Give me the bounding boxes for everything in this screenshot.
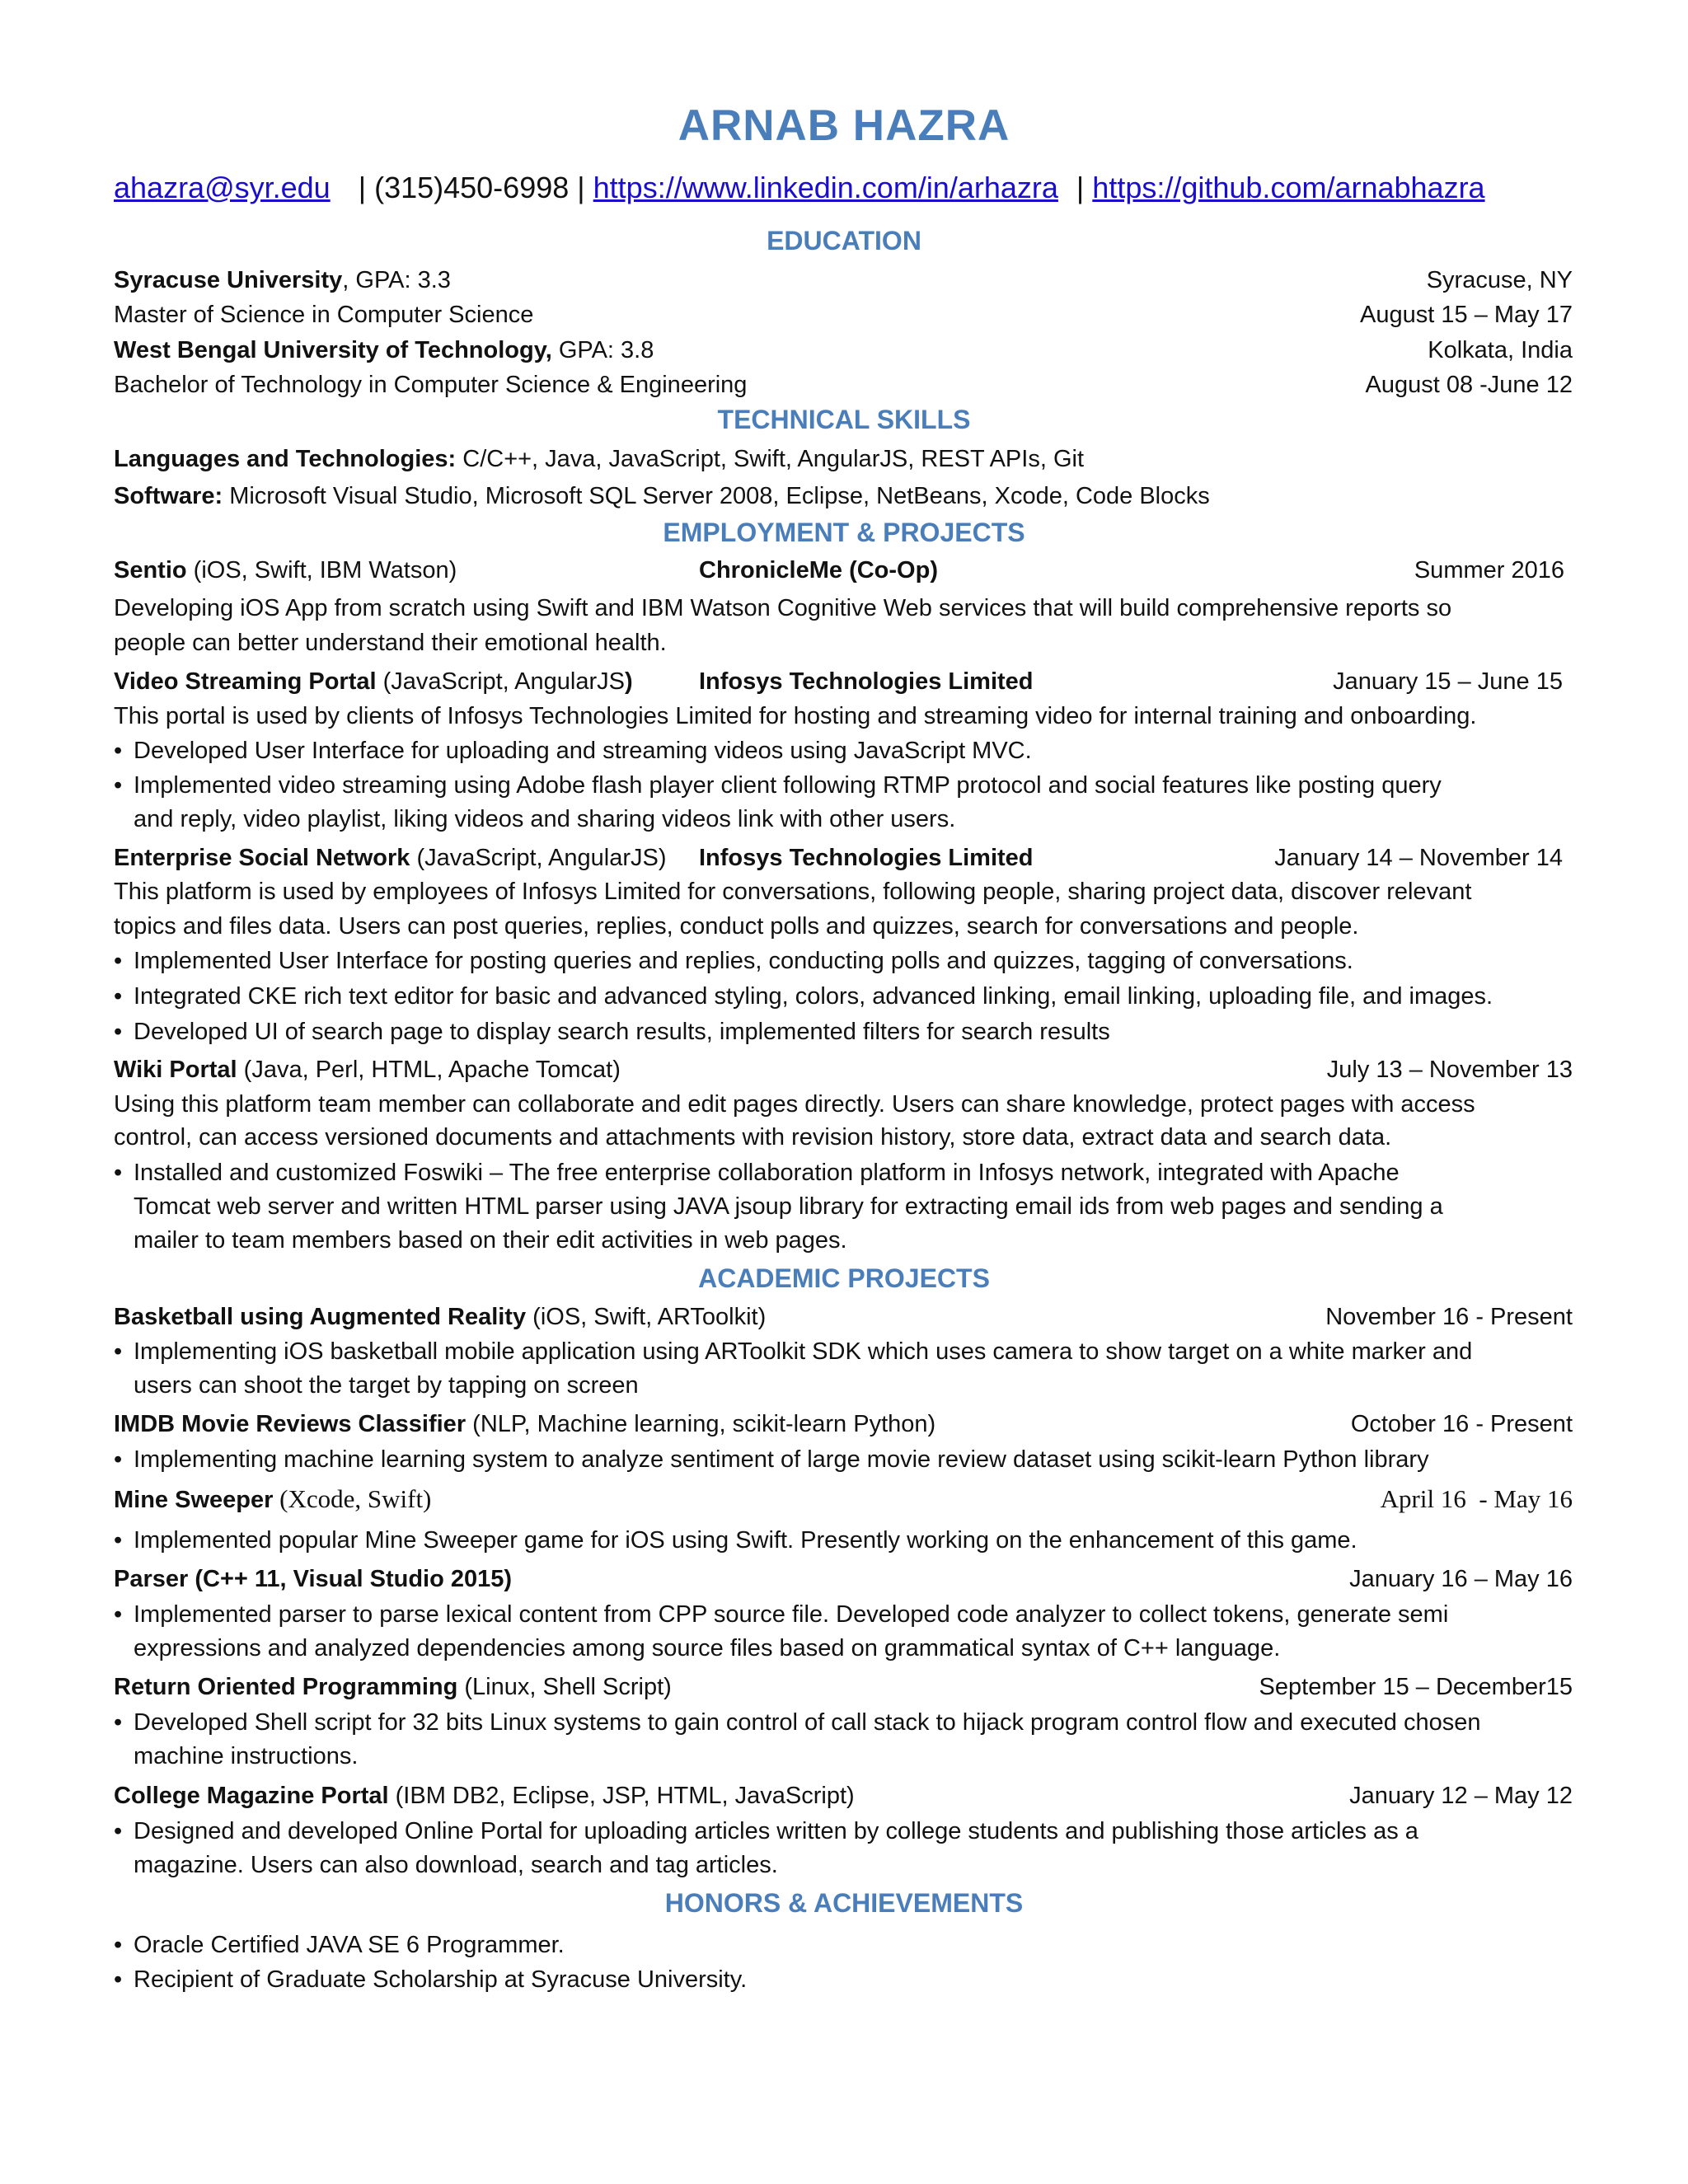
bullet-item xyxy=(114,1335,1581,1369)
skills-value: Microsoft Visual Studio, Microsoft SQL Server 2008, Eclipse, NetBeans, Xcode, Code Blocks xyxy=(223,483,1210,509)
bullet-text: Implementing machine learning system to analyze sentiment of large movie review dataset using scikit-learn Python library xyxy=(134,1446,1429,1473)
degree: Bachelor of Technology in Computer Science & Engineering xyxy=(114,372,748,398)
bullet-item xyxy=(114,980,1581,1014)
project-description: This platform is used by employees of Infosys Limited for conversations, following people, sharing project data, discover relevant xyxy=(114,879,1472,905)
project-name: Video Streaming Portal xyxy=(114,668,377,695)
bullet-item xyxy=(114,1015,1581,1049)
project-tech: (iOS, Swift, IBM Watson) xyxy=(186,557,457,583)
project-header xyxy=(114,554,1573,587)
bullet-text: Implementing iOS basketball mobile application using ARToolkit SDK which uses camera to show target on a white marker and xyxy=(134,1338,1473,1365)
bullet-item xyxy=(114,944,1581,978)
bullet-continuation xyxy=(114,1632,1581,1666)
bullet-icon: • xyxy=(114,1818,123,1844)
bullet-icon: • xyxy=(114,1338,123,1365)
education-dates: August 08 -June 12 xyxy=(1365,372,1573,398)
school-name: West Bengal University of Technology, xyxy=(114,337,552,363)
phone-number: (315)450-6998 xyxy=(374,171,570,204)
bullet-text: Recipient of Graduate Scholarship at Syracuse University. xyxy=(134,1966,748,1993)
project-header xyxy=(114,841,1573,874)
bullet-item xyxy=(114,1443,1581,1477)
employer-name: Infosys Technologies Limited xyxy=(699,668,1034,695)
project-header xyxy=(114,1301,1573,1333)
project-tech: (JavaScript, AngularJS) xyxy=(410,845,667,871)
section-title-academic: ACADEMIC PROJECTS xyxy=(698,1263,990,1293)
bullet-text: Oracle Certified JAVA SE 6 Programmer. xyxy=(134,1932,565,1958)
bullet-icon: • xyxy=(114,948,123,974)
bullet-text: Implemented popular Mine Sweeper game for iOS using Swift. Presently working on the enhancement of this game. xyxy=(134,1527,1357,1554)
employer-name: Infosys Technologies Limited xyxy=(699,845,1034,871)
bullet-item xyxy=(114,1706,1581,1740)
education-dates: August 15 – May 17 xyxy=(1360,302,1573,328)
bullet-text: Implemented User Interface for posting queries and replies, conducting polls and quizzes, tagging of conversations. xyxy=(134,948,1353,974)
project-tech: (Java, Perl, HTML, Apache Tomcat) xyxy=(237,1057,621,1083)
bullet-continuation xyxy=(114,803,1581,837)
education-row xyxy=(114,298,1573,331)
skills-label: Software: xyxy=(114,483,223,509)
project-dates: April 16 - May 16 xyxy=(1380,1484,1573,1513)
project-name: College Magazine Portal xyxy=(114,1783,389,1809)
github-link[interactable]: https://github.com/arnabhazra xyxy=(1092,171,1485,204)
section-title-employment: EMPLOYMENT & PROJECTS xyxy=(663,518,1025,547)
separator: | xyxy=(1076,171,1085,204)
bullet-text: Implemented video streaming using Adobe flash player client following RTMP protocol and social features like posting query xyxy=(134,772,1442,799)
project-name: Return Oriented Programming xyxy=(114,1674,458,1700)
project-name: Sentio xyxy=(114,557,187,583)
bullet-text: machine instructions. xyxy=(134,1743,359,1769)
separator: | xyxy=(358,171,367,204)
bullet-icon: • xyxy=(114,983,123,1010)
project-header xyxy=(114,1053,1573,1086)
project-dates: January 14 – November 14 xyxy=(1274,845,1563,871)
project-tech: (NLP, Machine learning, scikit-learn Python) xyxy=(466,1411,936,1437)
project-header xyxy=(114,1483,1573,1516)
project-tech: (Linux, Shell Script) xyxy=(457,1674,672,1700)
bullet-icon: • xyxy=(114,772,123,799)
bullet-text: Developed UI of search page to display search results, implemented filters for search results xyxy=(134,1019,1110,1045)
bullet-continuation xyxy=(114,1740,1581,1774)
bullet-icon: • xyxy=(114,1019,123,1045)
bullet-item xyxy=(114,1598,1581,1632)
employer-name: ChronicleMe (Co-Op) xyxy=(699,557,938,583)
bullet-text: Integrated CKE rich text editor for basic and advanced styling, colors, advanced linking, email linking, uploading file, and images. xyxy=(134,983,1493,1010)
project-dates: January 12 – May 12 xyxy=(1349,1783,1573,1809)
skills-label: Languages and Technologies: xyxy=(114,446,457,472)
bullet-text: Developed User Interface for uploading and streaming videos using JavaScript MVC. xyxy=(134,738,1032,764)
section-title-education: EDUCATION xyxy=(767,226,921,255)
school-gpa: GPA: 3.8 xyxy=(551,337,654,363)
bullet-text: Designed and developed Online Portal for uploading articles written by college students and publishing those articles as a xyxy=(134,1818,1418,1844)
bullet-item xyxy=(114,1815,1581,1849)
project-name: Mine Sweeper xyxy=(114,1487,274,1513)
section-title-skills: TECHNICAL SKILLS xyxy=(717,405,971,434)
skills-languages xyxy=(114,443,1573,476)
project-description: topics and files data. Users can post queries, replies, conduct polls and quizzes, search for conversations and people. xyxy=(114,913,1359,940)
bullet-continuation xyxy=(114,1369,1581,1403)
project-tech: (Xcode, Swift) xyxy=(273,1484,432,1513)
bullet-text: Implemented parser to parse lexical content from CPP source file. Developed code analyzer to collect tokens, generate semi xyxy=(134,1601,1449,1628)
bullet-item xyxy=(114,1963,1581,1997)
bullet-item xyxy=(114,769,1581,803)
education-row xyxy=(114,264,1573,297)
bullet-item xyxy=(114,1524,1581,1558)
separator: | xyxy=(577,171,585,204)
school-gpa: , GPA: 3.3 xyxy=(342,267,451,293)
project-dates: January 15 – June 15 xyxy=(1333,668,1563,695)
bullet-icon: • xyxy=(114,738,123,764)
linkedin-link[interactable]: https://www.linkedin.com/in/arhazra xyxy=(593,171,1058,204)
project-name: Enterprise Social Network xyxy=(114,845,410,871)
bullet-icon: • xyxy=(114,1709,123,1736)
skills-software xyxy=(114,480,1573,513)
bullet-text: Installed and customized Foswiki – The free enterprise collaboration platform in Infosys network, integrated with Apache xyxy=(134,1160,1400,1186)
project-name: Basketball using Augmented Reality xyxy=(114,1304,527,1330)
bullet-icon: • xyxy=(114,1601,123,1628)
bullet-item xyxy=(114,734,1581,768)
bullet-text: expressions and analyzed dependencies among source files based on grammatical syntax of C++ language. xyxy=(134,1635,1281,1661)
degree: Master of Science in Computer Science xyxy=(114,302,534,328)
education-row xyxy=(114,334,1573,367)
bullet-text: and reply, video playlist, liking videos and sharing videos link with other users. xyxy=(134,806,956,832)
project-header xyxy=(114,1671,1573,1704)
project-tech: (JavaScript, AngularJS xyxy=(376,668,625,695)
project-header xyxy=(114,665,1573,698)
bullet-text: mailer to team members based on their edit activities in web pages. xyxy=(134,1227,847,1254)
bullet-continuation xyxy=(114,1849,1581,1882)
project-dates: November 16 - Present xyxy=(1325,1304,1573,1330)
project-description: people can better understand their emotional health. xyxy=(114,630,667,656)
project-description: Developing iOS App from scratch using Swift and IBM Watson Cognitive Web services that will build comprehensive reports so xyxy=(114,595,1452,621)
school-location: Syracuse, NY xyxy=(1426,267,1573,293)
project-tech: (iOS, Swift, ARToolkit) xyxy=(526,1304,767,1330)
bullet-text: Developed Shell script for 32 bits Linux systems to gain control of call stack to hijack program control flow and executed chosen xyxy=(134,1709,1481,1736)
project-dates: Summer 2016 xyxy=(1414,557,1564,583)
project-name: IMDB Movie Reviews Classifier xyxy=(114,1411,467,1437)
section-title-honors: HONORS & ACHIEVEMENTS xyxy=(664,1888,1024,1918)
candidate-name: ARNAB HAZRA xyxy=(678,101,1010,150)
bullet-icon: • xyxy=(114,1932,123,1958)
project-header xyxy=(114,1563,1573,1596)
bullet-continuation xyxy=(114,1190,1581,1224)
skills-value: C/C++, Java, JavaScript, Swift, AngularJS, REST APIs, Git xyxy=(456,446,1085,472)
project-header xyxy=(114,1408,1573,1441)
project-dates: January 16 – May 16 xyxy=(1349,1566,1573,1592)
project-name: Parser (C++ 11, Visual Studio 2015) xyxy=(114,1566,513,1592)
project-tech: (IBM DB2, Eclipse, JSP, HTML, JavaScript) xyxy=(388,1783,855,1809)
bullet-icon: • xyxy=(114,1446,123,1473)
project-description: This portal is used by clients of Infosys Technologies Limited for hosting and streaming video for internal training and onboarding. xyxy=(114,703,1477,729)
project-header xyxy=(114,1779,1573,1812)
project-description: control, can access versioned documents and attachments with revision history, store data, extract data and search data. xyxy=(114,1124,1392,1151)
bullet-text: users can shoot the target by tapping on screen xyxy=(134,1372,639,1399)
bullet-item xyxy=(114,1156,1581,1190)
education-row xyxy=(114,368,1573,401)
bullet-icon: • xyxy=(114,1527,123,1554)
project-dates: September 15 – December15 xyxy=(1259,1674,1573,1700)
email-link[interactable]: ahazra@syr.edu xyxy=(114,171,331,204)
project-dates: July 13 – November 13 xyxy=(1326,1057,1573,1083)
project-description: Using this platform team member can collaborate and edit pages directly. Users can share knowledge, protect pages with access xyxy=(114,1091,1475,1118)
bullet-icon: • xyxy=(114,1160,123,1186)
school-name: Syracuse University xyxy=(114,267,343,293)
project-dates: October 16 - Present xyxy=(1350,1411,1573,1437)
bullet-text: Tomcat web server and written HTML parser using JAVA jsoup library for extracting email ids from web pages and sending a xyxy=(134,1193,1443,1220)
school-location: Kolkata, India xyxy=(1428,337,1573,363)
project-tech: ) xyxy=(624,668,633,695)
project-name: Wiki Portal xyxy=(114,1057,237,1083)
bullet-icon: • xyxy=(114,1966,123,1993)
bullet-item xyxy=(114,1929,1581,1962)
bullet-continuation xyxy=(114,1224,1581,1258)
bullet-text: magazine. Users can also download, search and tag articles. xyxy=(134,1852,778,1878)
contact-line xyxy=(114,168,1577,208)
